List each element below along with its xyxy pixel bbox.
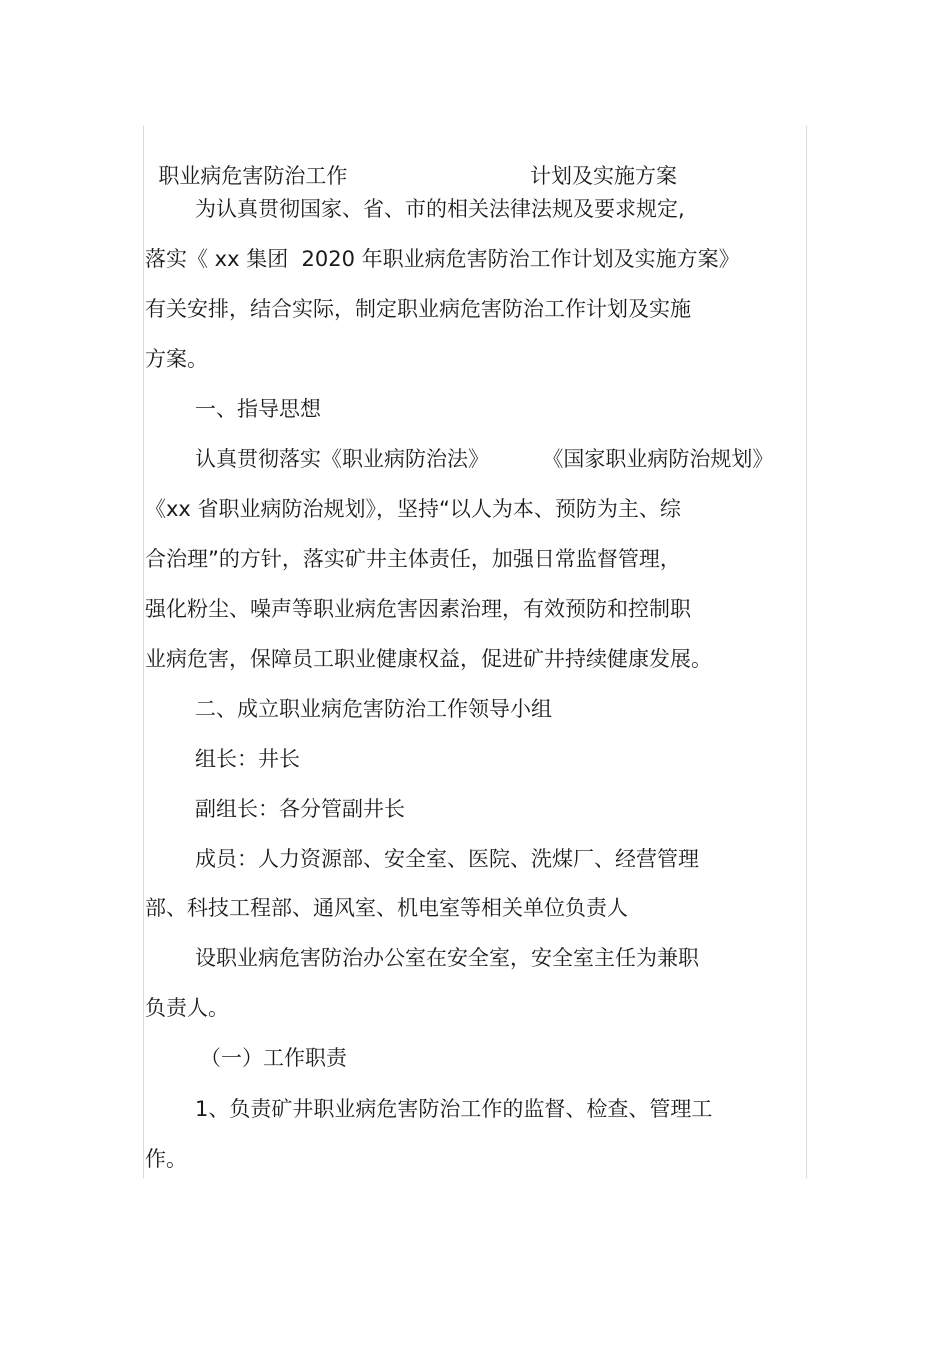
paragraph-line-3: 有关安排，结合实际，制定职业病危害防治工作计划及实施 [145, 297, 691, 321]
duty-item-1-line-1: 1、负责矿井职业病危害防治工作的监督、检查、管理工 [195, 1097, 713, 1121]
duty-item-1-line-2: 作。 [145, 1147, 187, 1171]
subsection-heading-duties: （一）工作职责 [200, 1046, 347, 1070]
page-border-right [806, 126, 807, 1178]
deputy-group-leader: 副组长：各分管副井长 [195, 797, 405, 821]
paragraph-line-6: 《xx 省职业病防治规划》，坚持“以人为本、预防为主、综 [145, 497, 681, 521]
group-leader: 组长：井长 [195, 747, 300, 771]
paragraph-line-9: 业病危害，保障员工职业健康权益，促进矿井持续健康发展。 [145, 647, 712, 671]
section-heading-leadership-group: 二、成立职业病危害防治工作领导小组 [195, 697, 552, 721]
members-line-1: 成员：人力资源部、安全室、医院、洗煤厂、经营管理 [195, 847, 699, 871]
paragraph-line-2: 落实《 xx 集团 2020 年职业病危害防治工作计划及实施方案》 [145, 247, 740, 271]
paragraph-line-7: 合治理”的方针，落实矿井主体责任，加强日常监督管理， [145, 547, 681, 571]
office-line-2: 负责人。 [145, 996, 229, 1020]
section-heading-guiding-thought: 一、指导思想 [195, 397, 321, 421]
members-line-2: 部、科技工程部、通风室、机电室等相关单位负责人 [145, 896, 628, 920]
document-title [145, 131, 677, 188]
paragraph-line-5: 认真贯彻落实《职业病防治法》 《国家职业病防治规划》 [195, 447, 774, 471]
title-part-2: 计划及实施方案 [530, 164, 677, 188]
paragraph-line-4: 方案。 [145, 347, 208, 371]
paragraph-line-1: 为认真贯彻国家、省、市的相关法律法规及要求规定, [195, 197, 685, 221]
page-border-left [143, 126, 144, 1178]
title-part-1: 职业病危害防治工作 [158, 164, 348, 188]
office-line-1: 设职业病危害防治办公室在安全室，安全室主任为兼职 [195, 946, 699, 970]
paragraph-line-8: 强化粉尘、噪声等职业病危害因素治理，有效预防和控制职 [145, 597, 691, 621]
